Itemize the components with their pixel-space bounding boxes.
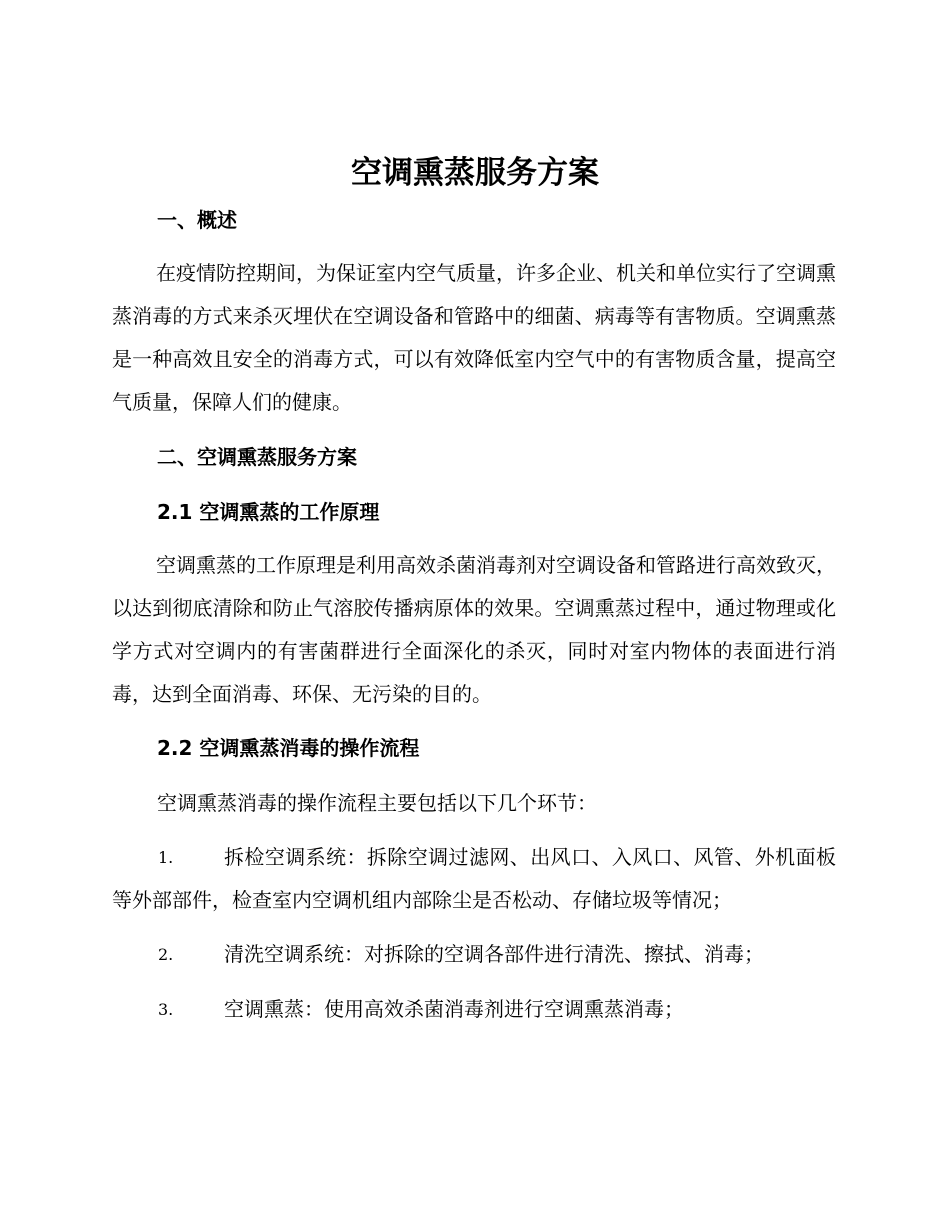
list-item-text: 清洗空调系统：对拆除的空调各部件进行清洗、擦拭、消毒； — [224, 942, 764, 966]
list-item — [112, 933, 836, 976]
section-heading-service-plan: 二、空调熏蒸服务方案 — [157, 445, 357, 469]
section-heading-overview: 一、概述 — [157, 208, 237, 232]
list-item-text: 空调熏蒸：使用高效杀菌消毒剂进行空调熏蒸消毒； — [224, 997, 684, 1021]
document-title: 空调熏蒸服务方案 — [351, 155, 599, 191]
subsection-heading-operation-process: 2.2 空调熏蒸消毒的操作流程 — [157, 736, 420, 760]
list-item-number: 1. — [158, 848, 174, 867]
list-item — [112, 988, 836, 1031]
list-item-number: 3. — [158, 1000, 174, 1019]
list-item — [112, 836, 836, 922]
overview-paragraph: 在疫情防控期间，为保证室内空气质量，许多企业、机关和单位实行了空调熏蒸消毒的方式来杀灭埋伏在空调设备和管路中的细菌、病毒等有害物质。空调熏蒸是一种高效且安全的消毒方式，可以有效降低室内空气中的有害物质含量，提高空气质量，保障人们的健康。 — [112, 261, 836, 414]
working-principle-paragraph: 空调熏蒸的工作原理是利用高效杀菌消毒剂对空调设备和管路进行高效致灭，以达到彻底清除和防止气溶胶传播病原体的效果。空调熏蒸过程中，通过物理或化学方式对空调内的有害菌群进行全面深化的杀灭，同时对室内物体的表面进行消毒，达到全面消毒、环保、无污染的目的。 — [112, 553, 836, 706]
list-item-text: 拆检空调系统：拆除空调过滤网、出风口、入风口、风管、外机面板等外部部件，检查室内空调机组内部除尘是否松动、存储垃圾等情况； — [112, 845, 836, 912]
operation-process-intro: 空调熏蒸消毒的操作流程主要包括以下几个环节： — [157, 791, 597, 815]
subsection-heading-working-principle: 2.1 空调熏蒸的工作原理 — [157, 500, 380, 524]
list-item-number: 2. — [158, 945, 174, 964]
